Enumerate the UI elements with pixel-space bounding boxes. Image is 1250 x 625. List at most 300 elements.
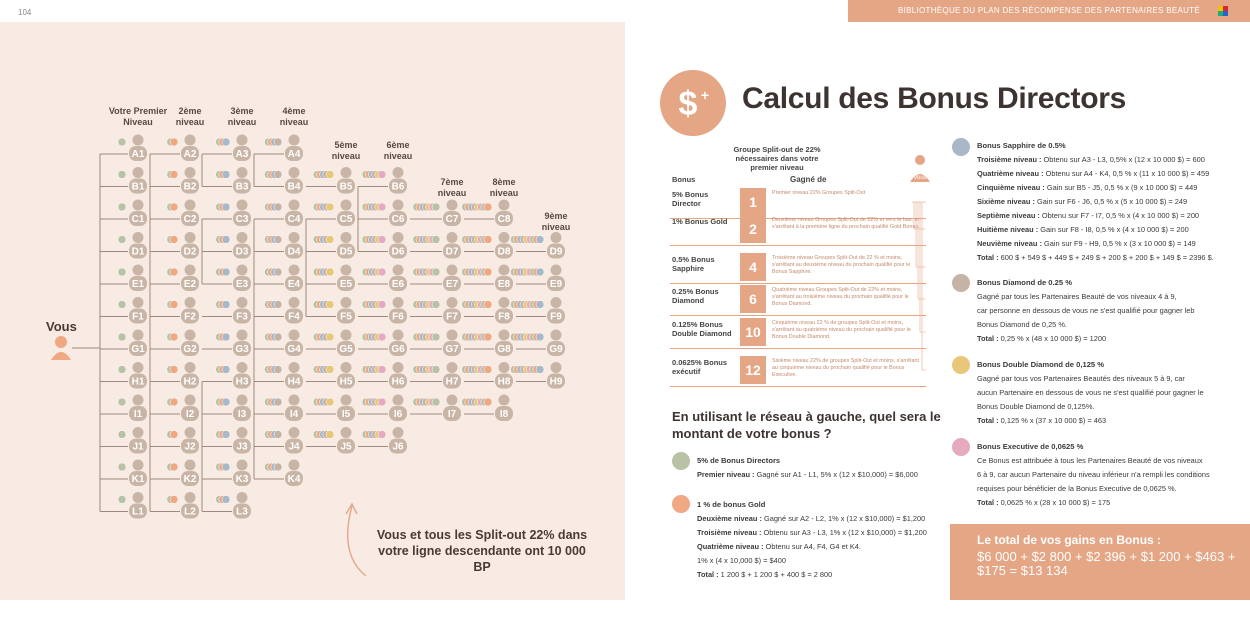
executive-l2: 6 à 9, car aucun Partenaire du niveau inférieur n'a rempli les conditions: [977, 470, 1210, 479]
node-label: D3: [235, 246, 249, 258]
person-head-icon: [185, 297, 196, 308]
director-l1-label: Premier niveau :: [697, 470, 755, 479]
bonus-name: 5% Bonus Director: [672, 190, 709, 208]
person-head-icon: [133, 395, 144, 406]
pink-dot-icon: [952, 438, 970, 456]
total-value: $6 000 + $2 800 + $2 396 + $1 200 + $463 + $175 = $13 134: [977, 549, 1236, 578]
node-label: C7: [445, 214, 459, 225]
person-head-icon: [499, 232, 510, 243]
level-dot-icon: [118, 463, 126, 471]
person-head-icon: [289, 167, 300, 178]
level-dot-icon: [378, 431, 386, 439]
level-dot-icon: [432, 398, 440, 406]
level-dot-icon: [274, 463, 282, 471]
level-dot-icon: [274, 268, 282, 276]
level-dot-icon: [432, 333, 440, 341]
level-label: niveau: [331, 151, 361, 161]
level-dot-icon: [378, 398, 386, 406]
network-page: [0, 22, 625, 600]
gold-l2-label: Troisième niveau :: [697, 528, 762, 537]
table-connectors: [700, 182, 940, 382]
node-label: I2: [185, 409, 195, 420]
level-dot-icon: [222, 431, 230, 439]
level-label: 2ème: [178, 106, 202, 116]
blue-dot-icon: [952, 138, 970, 156]
node-label: I1: [133, 409, 143, 420]
sapphire-line-text: Gain sur F6 - J6, 0,5 % x (5 x 10 000 $) = 249: [1034, 197, 1188, 206]
node-label: F8: [498, 311, 510, 323]
person-head-icon: [185, 362, 196, 373]
level-label: 6ème: [386, 140, 410, 150]
level-dot-icon: [378, 301, 386, 309]
vous-head-icon: [55, 336, 67, 348]
person-head-icon: [185, 492, 196, 503]
level-dot-icon: [274, 366, 282, 374]
node-label: H8: [497, 376, 511, 388]
sapphire-line-text: Gain sur F8 - I8, 0,5 % x (4 x 10 000 $) = 200: [1038, 225, 1189, 234]
sapphire-line: [977, 251, 1214, 265]
node-label: C2: [183, 214, 197, 225]
sapphire-line-label: Neuvième niveau :: [977, 239, 1042, 248]
group-count: 1: [740, 188, 766, 216]
green-dot-icon: [672, 452, 690, 470]
person-head-icon: [289, 200, 300, 211]
gold-l4: 1% x (4 x 10,000 $) = $400: [697, 556, 786, 565]
node-label: F9: [550, 311, 562, 323]
gold-l3: Obtenu sur A4, F4, G4 et K4.: [763, 542, 861, 551]
node-label: B3: [235, 181, 249, 193]
level-dot-icon: [484, 333, 492, 341]
person-head-icon: [133, 297, 144, 308]
person-head-icon: [393, 330, 404, 341]
group-count: 10: [740, 318, 766, 346]
orange-dot-icon: [672, 495, 690, 513]
node-label: J4: [288, 441, 300, 453]
node-label: F6: [392, 311, 404, 323]
level-dot-icon: [222, 203, 230, 211]
person-head-icon: [133, 232, 144, 243]
person-head-icon: [499, 395, 510, 406]
node-label: G5: [339, 344, 353, 355]
node-label: L1: [132, 506, 144, 518]
sapphire-line: [977, 181, 1214, 195]
executive-l1: Ce Bonus est attribuée à tous les Partenaires Beauté de vos niveaux: [977, 456, 1203, 465]
node-label: L3: [236, 506, 248, 518]
person-head-icon: [341, 427, 352, 438]
sapphire-line: [977, 237, 1214, 251]
bonus-desc: Troisième niveau Groupes Split-Out de 22 % et moins, s'arrêtant au deuxième niveau du prochain qualifié pour le Bonus Sapphire.: [772, 255, 911, 275]
level-dot-icon: [118, 301, 126, 309]
sapphire-line-text: Obtenu sur A4 - K4, 0,5 % x (11 x 10 000 $) = 459: [1043, 169, 1210, 178]
level-dot-icon: [326, 366, 334, 374]
director-section: [697, 454, 918, 482]
node-label: C1: [131, 214, 145, 225]
node-label: G3: [235, 344, 249, 355]
node-label: H5: [339, 376, 353, 388]
level-dot-icon: [274, 138, 282, 146]
network-tree: [0, 22, 625, 600]
level-dot-icon: [432, 203, 440, 211]
level-dot-icon: [170, 236, 178, 244]
level-dot-icon: [484, 301, 492, 309]
level-dot-icon: [326, 268, 334, 276]
level-dot-icon: [170, 333, 178, 341]
gold-l1: Gagné sur A2 - L2, 1% x (12 x $10,000) = $1,200: [761, 514, 926, 523]
person-head-icon: [133, 167, 144, 178]
diamond-l3: Bonus Diamond de 0,25 %.: [977, 320, 1067, 329]
person-head-icon: [133, 427, 144, 438]
double-diamond-l2: aucun Partenaire en dessous de vous ne s'est qualifié pour gagner le: [977, 388, 1204, 397]
level-dot-icon: [170, 268, 178, 276]
node-label: G9: [549, 344, 563, 355]
node-label: G1: [131, 344, 145, 355]
person-head-icon: [393, 200, 404, 211]
node-label: E8: [497, 279, 511, 290]
level-dot-icon: [326, 301, 334, 309]
node-label: J5: [340, 441, 352, 453]
person-head-icon: [447, 232, 458, 243]
bonus-name: 0.25% Bonus Diamond: [672, 287, 719, 305]
level-dot-icon: [222, 301, 230, 309]
person-head-icon: [237, 362, 248, 373]
level-dot-icon: [170, 398, 178, 406]
level-dot-icon: [326, 203, 334, 211]
level-dot-icon: [378, 268, 386, 276]
level-dot-icon: [274, 301, 282, 309]
sapphire-line-label: Total :: [977, 253, 999, 262]
level-dot-icon: [118, 431, 126, 439]
person-head-icon: [289, 362, 300, 373]
level-dot-icon: [118, 236, 126, 244]
person-head-icon: [133, 460, 144, 471]
node-label: K1: [131, 474, 145, 485]
level-label: 9ème: [544, 211, 568, 221]
level-dot-icon: [378, 203, 386, 211]
column-bonus: Bonus: [672, 175, 696, 184]
person-head-icon: [237, 200, 248, 211]
level-dot-icon: [536, 366, 544, 374]
person-head-icon: [185, 330, 196, 341]
sapphire-line-text: Obtenu sur A3 - L3, 0,5% x (12 x 10 000 $) = 600: [1041, 155, 1205, 164]
node-label: K3: [235, 474, 249, 485]
sapphire-line-text: Obtenu sur F7 - I7, 0,5 % x (4 x 10 000 $) = 200: [1039, 211, 1200, 220]
person-head-icon: [185, 427, 196, 438]
person-head-icon: [447, 265, 458, 276]
level-dot-icon: [484, 366, 492, 374]
person-head-icon: [499, 362, 510, 373]
node-label: L2: [184, 506, 196, 518]
person-head-icon: [289, 427, 300, 438]
node-label: F2: [184, 311, 196, 323]
person-head-icon: [393, 167, 404, 178]
column-gagne: Gagné de: [790, 175, 827, 184]
diamond-title: Bonus Diamond de 0.25 %: [977, 278, 1072, 287]
diamond-total-label: Total :: [977, 334, 999, 343]
node-label: B5: [339, 181, 353, 193]
node-label: K4: [287, 474, 301, 485]
node-label: J1: [132, 441, 144, 453]
node-label: D5: [339, 246, 353, 258]
group-count: 4: [740, 253, 766, 281]
level-dot-icon: [222, 463, 230, 471]
level-dot-icon: [432, 236, 440, 244]
level-dot-icon: [432, 301, 440, 309]
node-label: E2: [183, 279, 197, 290]
double-diamond-title: Bonus Double Diamond de 0,125 %: [977, 360, 1105, 369]
node-label: J6: [392, 441, 404, 453]
level-label: 4ème: [282, 106, 306, 116]
person-head-icon: [393, 427, 404, 438]
level-dot-icon: [274, 431, 282, 439]
level-label: niveau: [383, 151, 413, 161]
person-head-icon: [341, 200, 352, 211]
level-dot-icon: [118, 333, 126, 341]
node-label: H7: [445, 376, 459, 388]
level-dot-icon: [170, 496, 178, 504]
sapphire-line-label: Huitième niveau :: [977, 225, 1039, 234]
node-label: J3: [236, 441, 248, 453]
executive-section: [977, 440, 1210, 510]
level-dot-icon: [326, 431, 334, 439]
level-dot-icon: [378, 366, 386, 374]
person-head-icon: [341, 330, 352, 341]
sapphire-line: [977, 223, 1214, 237]
level-dot-icon: [222, 138, 230, 146]
node-label: D2: [183, 246, 197, 258]
person-head-icon: [341, 232, 352, 243]
sapphire-line: [977, 153, 1214, 167]
bonus-desc: Premier niveau 22% Groupes Split-Out: [772, 190, 866, 196]
person-head-icon: [447, 395, 458, 406]
diamond-l1: Gagné par tous les Partenaires Beauté de vos niveaux 4 à 9,: [977, 292, 1177, 301]
person-head-icon: [289, 232, 300, 243]
level-dot-icon: [326, 171, 334, 179]
diamond-section: [977, 276, 1195, 346]
node-label: D8: [497, 246, 511, 258]
sapphire-line-label: Troisième niveau :: [977, 155, 1042, 164]
level-dot-icon: [274, 236, 282, 244]
person-head-icon: [237, 265, 248, 276]
level-dot-icon: [118, 398, 126, 406]
level-label: niveau: [227, 117, 257, 127]
person-head-icon: [237, 427, 248, 438]
person-head-icon: [237, 232, 248, 243]
level-dot-icon: [484, 398, 492, 406]
level-dot-icon: [222, 496, 230, 504]
level-label: niveau: [489, 188, 519, 198]
level-dot-icon: [222, 236, 230, 244]
level-label: 5ème: [334, 140, 358, 150]
node-label: G7: [445, 344, 459, 355]
person-head-icon: [499, 297, 510, 308]
level-dot-icon: [222, 366, 230, 374]
diamond-l2: car personne en dessous de vous ne s'est qualifié pour gagner leb: [977, 306, 1195, 315]
node-label: E7: [445, 279, 459, 290]
taupe-dot-icon: [952, 274, 970, 292]
person-head-icon: [447, 200, 458, 211]
person-head-icon: [289, 330, 300, 341]
level-dot-icon: [170, 138, 178, 146]
level-label: Niveau: [123, 117, 153, 127]
person-head-icon: [551, 265, 562, 276]
node-label: E6: [391, 279, 405, 290]
node-label: I4: [289, 409, 299, 420]
group-count: 6: [740, 285, 766, 313]
level-dot-icon: [170, 463, 178, 471]
node-label: H9: [549, 376, 563, 388]
node-label: E5: [339, 279, 353, 290]
director-l1: Gagné sur A1 - L1, 5% x (12 x $10,000) = $6,000: [754, 470, 918, 479]
level-dot-icon: [222, 171, 230, 179]
person-head-icon: [289, 135, 300, 146]
node-label: H1: [131, 376, 145, 388]
question: En utilisant le réseau à gauche, quel sera le montant de votre bonus ?: [672, 409, 941, 441]
level-dot-icon: [378, 236, 386, 244]
node-label: E9: [549, 279, 563, 290]
person-head-icon: [499, 330, 510, 341]
level-dot-icon: [118, 203, 126, 211]
person-head-icon: [133, 200, 144, 211]
gold-l2: Obtenu sur A3 - L3, 1% x (12 x $10,000) = $1,200: [761, 528, 927, 537]
header-title: BIBLIOTHÈQUE DU PLAN DES RÉCOMPENSE DES PARTENAIRES BEAUTÉ: [897, 6, 1200, 15]
gold-section: [697, 498, 927, 582]
node-label: B6: [391, 181, 405, 193]
person-head-icon: [447, 330, 458, 341]
level-dot-icon: [274, 171, 282, 179]
level-dot-icon: [326, 236, 334, 244]
person-head-icon: [237, 297, 248, 308]
person-head-icon: [185, 232, 196, 243]
curved-arrow-icon: [338, 500, 378, 580]
person-head-icon: [237, 167, 248, 178]
gold-total: 1 200 $ + 1 200 $ + 400 $ = 2 800: [718, 570, 833, 579]
node-label: F1: [132, 311, 144, 323]
node-label: C8: [497, 214, 511, 225]
level-dot-icon: [536, 301, 544, 309]
person-head-icon: [185, 200, 196, 211]
person-head-icon: [341, 265, 352, 276]
person-head-icon: [393, 232, 404, 243]
person-head-icon: [289, 297, 300, 308]
person-head-icon: [551, 362, 562, 373]
person-head-icon: [341, 297, 352, 308]
node-label: E1: [131, 279, 145, 290]
node-label: C6: [391, 214, 405, 225]
node-label: F4: [288, 311, 300, 323]
level-dot-icon: [222, 398, 230, 406]
group-count: 12: [740, 356, 766, 384]
group-count: 2: [740, 215, 766, 243]
sapphire-line: [977, 209, 1214, 223]
node-label: C4: [287, 214, 301, 225]
person-head-icon: [341, 167, 352, 178]
logo-icon: [1218, 6, 1228, 16]
bonus-name: 0.125% Bonus Double Diamond: [672, 320, 732, 338]
node-label: H3: [235, 376, 249, 388]
node-label: D1: [131, 246, 145, 258]
node-label: F5: [340, 311, 352, 323]
vous-label: Vous: [46, 319, 77, 334]
node-label: I8: [499, 409, 509, 420]
page-number: 104: [18, 8, 32, 17]
node-label: E3: [235, 279, 249, 290]
person-head-icon: [289, 460, 300, 471]
dollar-plus-icon: [660, 70, 726, 136]
person-head-icon: [185, 135, 196, 146]
person-head-icon: [551, 232, 562, 243]
level-label: niveau: [279, 117, 309, 127]
level-dot-icon: [170, 431, 178, 439]
node-label: I6: [393, 409, 403, 420]
person-head-icon: [237, 330, 248, 341]
node-label: K2: [183, 474, 197, 485]
level-dot-icon: [484, 203, 492, 211]
node-label: G4: [287, 344, 301, 355]
sapphire-line-text: Gain sur F9 - H9, 0,5 % x (3 x 10 000 $) = 149: [1041, 239, 1196, 248]
level-label: niveau: [175, 117, 205, 127]
node-label: D9: [549, 246, 563, 258]
sapphire-section: [977, 139, 1214, 265]
node-label: I5: [341, 409, 351, 420]
executive-l3: requises pour bénéficier de la Bonus Executive de 0,0625 %.: [977, 484, 1177, 493]
gold-total-label: Total :: [697, 570, 719, 579]
bonus-desc: Quatrième niveau Groupes Split-Out de 22% et moins, s'arrêtant au troisième niveau du prochain qualifié pour le Bonus Diamond.: [772, 287, 909, 307]
level-label: 7ème: [440, 177, 464, 187]
level-label: niveau: [437, 188, 467, 198]
node-label: A4: [287, 149, 301, 160]
level-dot-icon: [484, 236, 492, 244]
svg-text:$: $: [678, 85, 698, 123]
node-label: F3: [236, 311, 248, 323]
sapphire-line-text: 600 $ + 549 $ + 449 $ + 249 $ + 200 $ + 200 $ + 149 $ = 2396 $.: [998, 253, 1214, 262]
person-head-icon: [551, 330, 562, 341]
node-label: H6: [391, 376, 405, 388]
node-label: A1: [131, 149, 145, 160]
person-head-icon: [237, 460, 248, 471]
person-head-icon: [133, 265, 144, 276]
total-title: Le total de vos gains en Bonus :: [977, 533, 1162, 547]
person-head-icon: [447, 362, 458, 373]
bonus-desc: Sixième niveau 22% de groupes Split-Out et moins, s'arrêtant au cinquième niveau du prochain qualifié pour le Bonus Executive.: [772, 358, 919, 378]
node-label: B4: [287, 181, 301, 193]
level-label: 8ème: [492, 177, 516, 187]
sapphire-title: Bonus Sapphire de 0.5%: [977, 141, 1066, 150]
node-label: D7: [445, 246, 459, 258]
yellow-dot-icon: [952, 356, 970, 374]
person-head-icon: [237, 492, 248, 503]
executive-total: 0,0625 % x (28 x 10 000 $) = 175: [998, 498, 1111, 507]
level-dot-icon: [118, 268, 126, 276]
double-diamond-total-label: Total :: [977, 416, 999, 425]
sapphire-line-label: Quatrième niveau :: [977, 169, 1044, 178]
level-dot-icon: [432, 366, 440, 374]
diamond-total: 0,25 % x (48 x 10 000 $) = 1200: [998, 334, 1107, 343]
gold-title: 1 % de bonus Gold: [697, 500, 766, 509]
level-dot-icon: [118, 171, 126, 179]
level-dot-icon: [118, 138, 126, 146]
level-dot-icon: [378, 171, 386, 179]
node-label: J2: [184, 441, 196, 453]
level-dot-icon: [536, 236, 544, 244]
node-label: B2: [183, 181, 197, 193]
double-diamond-section: [977, 358, 1204, 428]
person-head-icon: [133, 492, 144, 503]
level-dot-icon: [326, 398, 334, 406]
sapphire-line-label: Sixième niveau :: [977, 197, 1035, 206]
sapphire-line-text: Gain sur B5 - J5, 0,5 % x (9 x 10 000 $) = 449: [1044, 183, 1198, 192]
node-label: I3: [237, 409, 247, 420]
bonus-desc: Deuxième niveau Groupes Split-Out de 22% et vers le bas, en s'arrêtant à la première ligne du prochain qualifié Gold Bonus.: [772, 217, 921, 230]
